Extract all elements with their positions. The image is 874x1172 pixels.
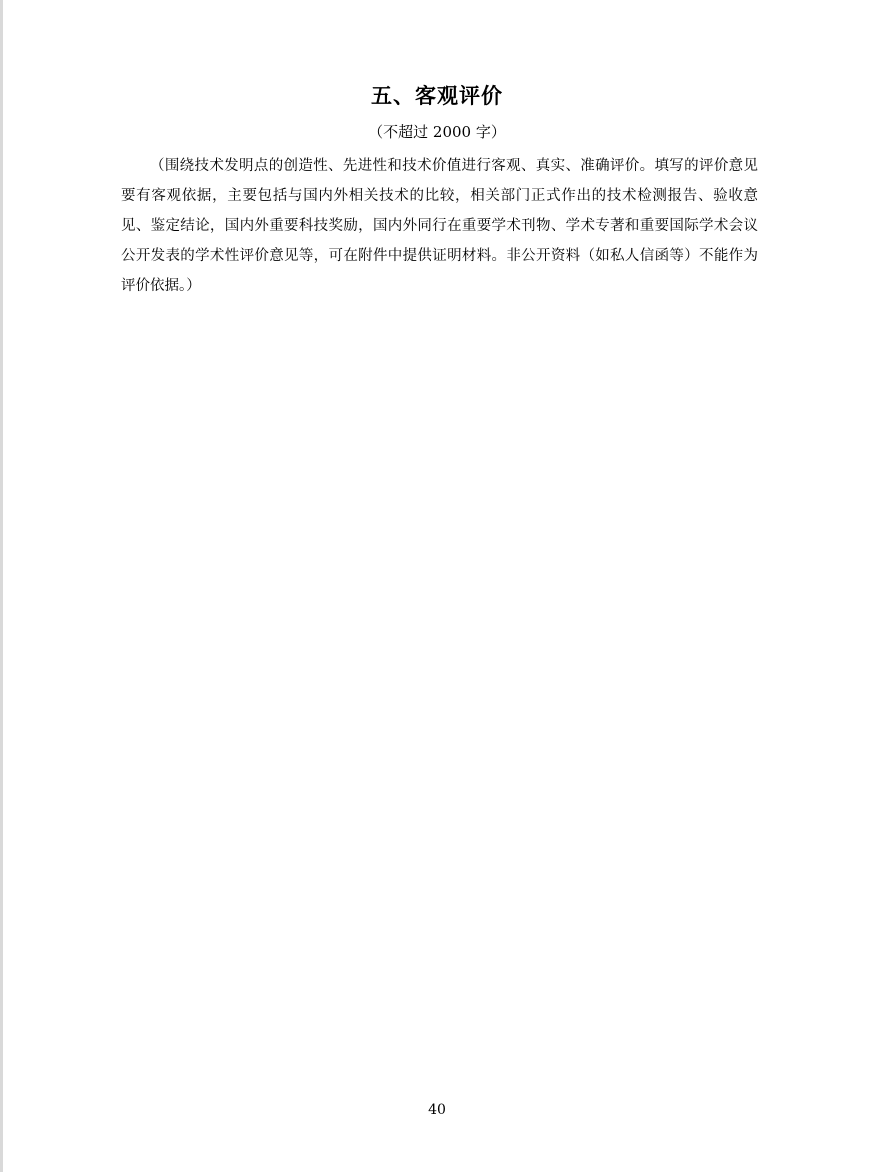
section-title: 五、客观评价 <box>371 84 503 108</box>
instructions-paragraph: （围绕技术发明点的创造性、先进性和技术价值进行客观、真实、准确评价。填写的评价意见要有客观依据，主要包括与国内外相关技术的比较，相关部门正式作出的技术检测报告、验收意见、鉴定结论，国内外重要科技奖励，国内外同行在重要学术刊物、学术专著和重要国际学术会议公开发表的学术性评价意见等，可在附件中提供证明材料。非公开资料（如私人信函等）不能作为评价依据。） <box>121 158 758 294</box>
page-number: 40 <box>428 1102 446 1118</box>
word-limit-note: （不超过 2000 字） <box>368 123 506 141</box>
